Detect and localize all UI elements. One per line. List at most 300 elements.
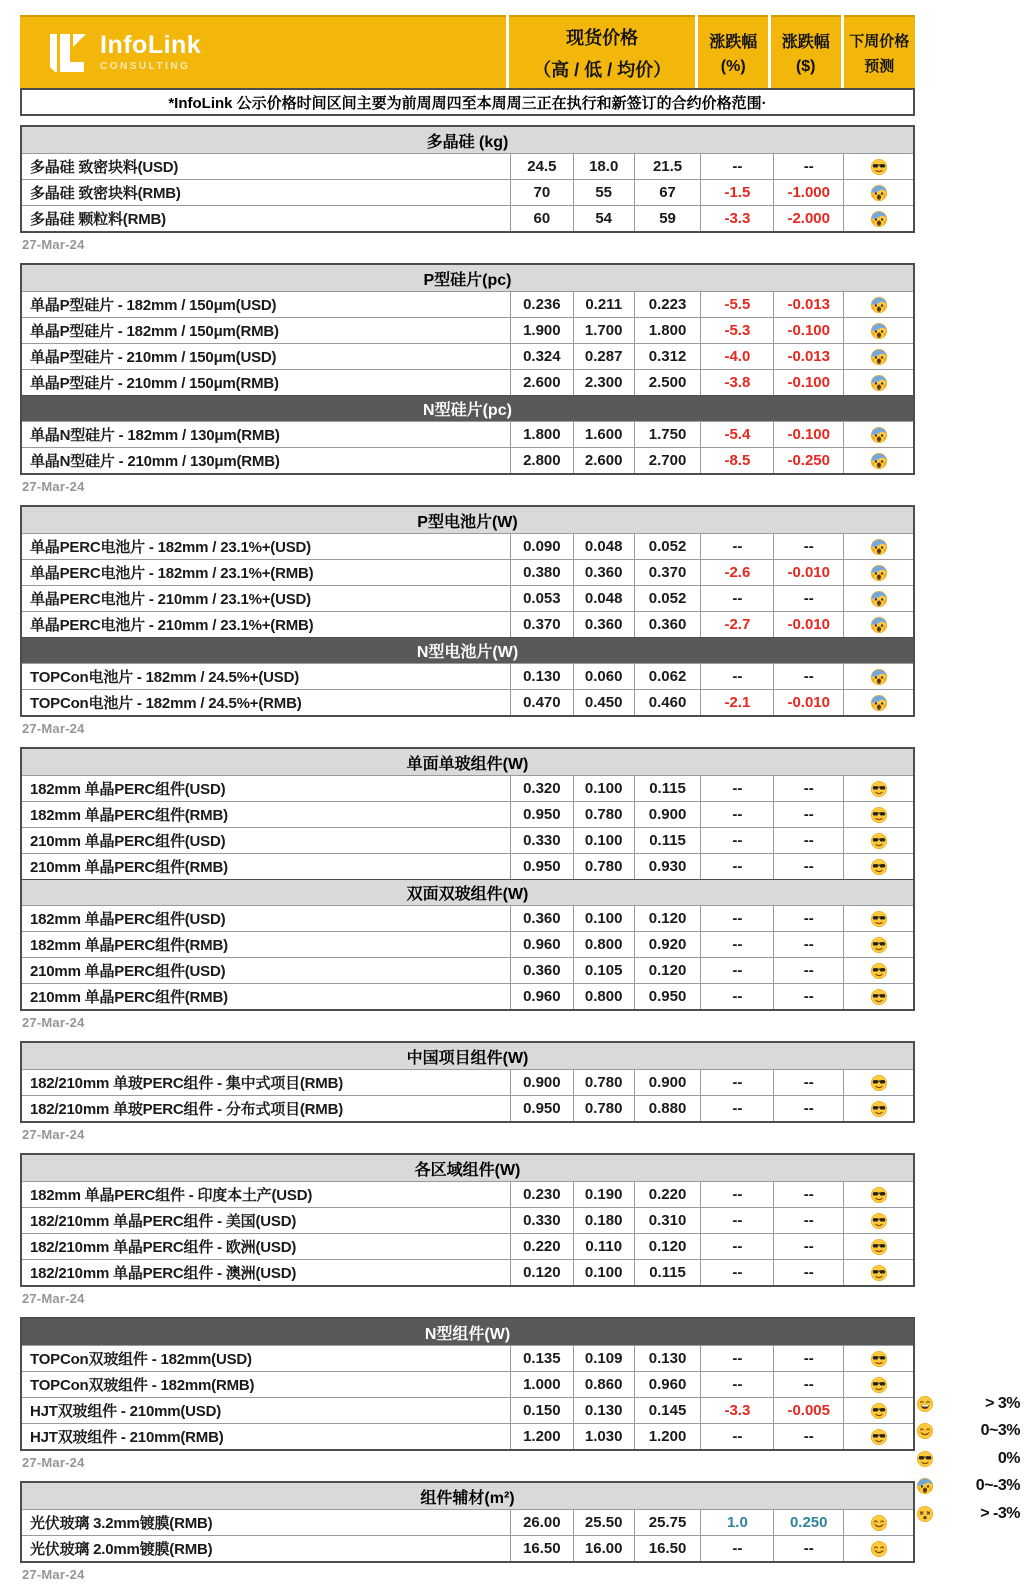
change-pct: -- — [700, 1208, 773, 1233]
price-high: 0.236 — [510, 292, 573, 317]
forecast-emoji — [843, 318, 913, 343]
price-high: 16.50 — [510, 1536, 573, 1561]
price-block — [20, 505, 915, 737]
price-avg: 59 — [634, 206, 701, 231]
change-usd: -- — [773, 1182, 843, 1207]
row-label: TOPCon双玻组件 - 182mm(RMB) — [30, 1377, 255, 1394]
section-header: 单面单玻组件(W) — [22, 749, 913, 775]
price-high: 0.380 — [510, 560, 573, 585]
sunglasses-emoji-icon — [870, 1212, 888, 1230]
forecast-emoji — [843, 776, 913, 801]
price-avg: 0.062 — [634, 664, 701, 689]
price-low: 0.110 — [573, 1234, 634, 1259]
forecast-emoji — [843, 206, 913, 231]
table-row — [22, 533, 913, 559]
row-label: 182mm 单晶PERC组件(USD) — [30, 911, 226, 928]
row-label: 单晶P型硅片 - 182mm / 150μm(RMB) — [30, 323, 279, 340]
section-header: N型电池片(W) — [22, 637, 913, 663]
price-block-table — [20, 505, 915, 717]
price-avg: 0.115 — [634, 1260, 701, 1285]
price-low: 54 — [573, 206, 634, 231]
change-usd: -- — [773, 802, 843, 827]
row-label: 光伏玻璃 3.2mm镀膜(RMB) — [30, 1515, 213, 1532]
change-usd: -0.010 — [773, 612, 843, 637]
change-usd: -0.005 — [773, 1398, 843, 1423]
forecast-emoji — [843, 984, 913, 1009]
change-pct: -4.0 — [700, 344, 773, 369]
price-avg: 0.880 — [634, 1096, 701, 1121]
change-pct: -2.1 — [700, 690, 773, 715]
col-header-forecast — [844, 15, 916, 88]
date-label: 27-Mar-24 — [22, 1291, 85, 1306]
row-label: HJT双玻组件 - 210mm(USD) — [30, 1403, 222, 1420]
row-label: TOPCon双玻组件 - 182mm(USD) — [30, 1351, 252, 1368]
price-avg: 1.800 — [634, 318, 701, 343]
change-usd: -- — [773, 1096, 843, 1121]
date-label: 27-Mar-24 — [22, 1567, 85, 1582]
price-avg: 2.500 — [634, 370, 701, 395]
row-label: 182/210mm 单玻PERC组件 - 分布式项目(RMB) — [30, 1101, 344, 1118]
change-usd: -- — [773, 854, 843, 879]
change-pct: -3.3 — [700, 206, 773, 231]
section-header: N型硅片(pc) — [22, 395, 913, 421]
change-pct: -5.3 — [700, 318, 773, 343]
sunglasses-emoji-icon — [870, 1350, 888, 1368]
scream-emoji-icon — [870, 590, 888, 608]
price-high: 0.120 — [510, 1260, 573, 1285]
scream-emoji-icon — [870, 694, 888, 712]
table-row — [22, 663, 913, 689]
legend-label: 0~-3% — [975, 1477, 1020, 1495]
change-usd-line1: 涨跌幅 — [781, 34, 830, 51]
change-pct: -2.6 — [700, 560, 773, 585]
scream-emoji-icon — [870, 210, 888, 228]
price-block — [20, 1041, 915, 1143]
price-avg: 0.223 — [634, 292, 701, 317]
price-high: 2.600 — [510, 370, 573, 395]
change-usd: -- — [773, 586, 843, 611]
table-row — [22, 447, 913, 473]
price-block-table — [20, 1481, 915, 1563]
date-label: 27-Mar-24 — [22, 237, 85, 252]
smile-emoji-icon — [916, 1422, 934, 1440]
table-row — [22, 1069, 913, 1095]
forecast-line2: 预测 — [864, 57, 895, 75]
change-pct: -- — [700, 802, 773, 827]
change-usd: -- — [773, 1372, 843, 1397]
forecast-emoji — [843, 1070, 913, 1095]
price-low: 0.109 — [573, 1346, 634, 1371]
price-avg: 0.460 — [634, 690, 701, 715]
price-avg: 0.130 — [634, 1346, 701, 1371]
price-low: 0.800 — [573, 984, 634, 1009]
change-pct: -- — [700, 1070, 773, 1095]
legend-row — [916, 1418, 1020, 1446]
price-block — [20, 1317, 915, 1471]
change-pct: -- — [700, 1536, 773, 1561]
section-header: 中国项目组件(W) — [22, 1043, 913, 1069]
logo-title: InfoLink — [100, 31, 202, 59]
change-pct: -3.8 — [700, 370, 773, 395]
row-label: 单晶PERC电池片 - 210mm / 23.1%+(RMB) — [30, 617, 314, 634]
price-avg: 0.900 — [634, 1070, 701, 1095]
row-label: 多晶硅 致密块料(USD) — [30, 159, 179, 176]
forecast-emoji — [843, 154, 913, 179]
price-high: 0.950 — [510, 1096, 573, 1121]
change-pct: -- — [700, 1234, 773, 1259]
price-high: 0.053 — [510, 586, 573, 611]
scream-emoji-icon — [870, 322, 888, 340]
row-label: 210mm 单晶PERC组件(RMB) — [30, 859, 228, 876]
price-low: 0.130 — [573, 1398, 634, 1423]
price-low: 55 — [573, 180, 634, 205]
smile-emoji-icon — [870, 1540, 888, 1558]
scream-emoji-icon — [870, 564, 888, 582]
row-label: 210mm 单晶PERC组件(RMB) — [30, 989, 228, 1006]
change-usd: -- — [773, 984, 843, 1009]
price-low: 0.780 — [573, 1070, 634, 1095]
price-low: 0.100 — [573, 906, 634, 931]
legend-row — [916, 1500, 1020, 1528]
section-header: 多晶硅 (kg) — [22, 127, 913, 153]
price-avg: 0.115 — [634, 828, 701, 853]
table-row — [22, 905, 913, 931]
price-low: 1.700 — [573, 318, 634, 343]
change-usd: 0.250 — [773, 1510, 843, 1535]
table-row — [22, 853, 913, 879]
price-low: 0.780 — [573, 854, 634, 879]
change-usd: -- — [773, 1536, 843, 1561]
change-usd: -- — [773, 1260, 843, 1285]
forecast-emoji — [843, 932, 913, 957]
table-row — [22, 1509, 913, 1535]
change-usd: -- — [773, 776, 843, 801]
price-low: 0.100 — [573, 1260, 634, 1285]
date-label: 27-Mar-24 — [22, 1015, 85, 1030]
table-row — [22, 1207, 913, 1233]
table-row — [22, 421, 913, 447]
forecast-emoji — [843, 292, 913, 317]
forecast-emoji — [843, 690, 913, 715]
price-high: 0.960 — [510, 932, 573, 957]
price-low: 18.0 — [573, 154, 634, 179]
row-label: 182mm 单晶PERC组件(USD) — [30, 781, 226, 798]
price-avg: 1.750 — [634, 422, 701, 447]
date-label: 27-Mar-24 — [22, 1127, 85, 1142]
row-label: 182mm 单晶PERC组件(RMB) — [30, 937, 228, 954]
forecast-emoji — [843, 958, 913, 983]
change-usd: -- — [773, 1208, 843, 1233]
price-high: 0.330 — [510, 1208, 573, 1233]
change-pct: -- — [700, 932, 773, 957]
row-label: 单晶PERC电池片 - 210mm / 23.1%+(USD) — [30, 591, 311, 608]
price-avg: 16.50 — [634, 1536, 701, 1561]
price-low: 2.600 — [573, 448, 634, 473]
scream-emoji-icon — [870, 348, 888, 366]
table-row — [22, 317, 913, 343]
forecast-emoji — [843, 664, 913, 689]
change-usd: -- — [773, 534, 843, 559]
sunglasses-emoji-icon — [870, 858, 888, 876]
change-pct: -- — [700, 1096, 773, 1121]
forecast-emoji — [843, 1182, 913, 1207]
scream-emoji-icon — [870, 426, 888, 444]
sunglasses-emoji-icon — [870, 1074, 888, 1092]
price-high: 26.00 — [510, 1510, 573, 1535]
price-low: 0.190 — [573, 1182, 634, 1207]
price-high: 0.324 — [510, 344, 573, 369]
smile-emoji-icon — [870, 1514, 888, 1532]
row-label: 182mm 单晶PERC组件(RMB) — [30, 807, 228, 824]
infolink-logo — [20, 15, 506, 88]
row-label: 210mm 单晶PERC组件(USD) — [30, 963, 226, 980]
price-high: 0.150 — [510, 1398, 573, 1423]
table-row — [22, 585, 913, 611]
forecast-emoji — [843, 422, 913, 447]
price-high: 60 — [510, 206, 573, 231]
table-row — [22, 931, 913, 957]
price-note: *InfoLink 公示价格时间区间主要为前周周四至本周周三正在执行和新签订的合约价格范围· — [20, 88, 915, 116]
row-label: 单晶N型硅片 - 210mm / 130μm(RMB) — [30, 453, 280, 470]
change-usd: -- — [773, 664, 843, 689]
price-low: 1.600 — [573, 422, 634, 447]
forecast-emoji — [843, 1398, 913, 1423]
price-high: 0.330 — [510, 828, 573, 853]
forecast-emoji — [843, 1424, 913, 1449]
change-usd: -0.100 — [773, 370, 843, 395]
sunglasses-emoji-icon — [870, 1238, 888, 1256]
section-header: N型组件(W) — [22, 1319, 913, 1345]
sunglasses-emoji-icon — [870, 1100, 888, 1118]
row-label: 182/210mm 单晶PERC组件 - 欧洲(USD) — [30, 1239, 297, 1256]
price-avg: 0.370 — [634, 560, 701, 585]
price-low: 0.048 — [573, 586, 634, 611]
dizzy-emoji-icon — [916, 1505, 934, 1523]
price-low: 25.50 — [573, 1510, 634, 1535]
change-usd: -- — [773, 828, 843, 853]
change-pct: 1.0 — [700, 1510, 773, 1535]
row-label: 182/210mm 单晶PERC组件 - 澳洲(USD) — [30, 1265, 297, 1282]
forecast-emoji — [843, 1208, 913, 1233]
sunglasses-emoji-icon — [870, 910, 888, 928]
change-usd: -1.000 — [773, 180, 843, 205]
price-block-table — [20, 1153, 915, 1287]
price-low: 0.100 — [573, 776, 634, 801]
table-row — [22, 1535, 913, 1561]
price-block-table — [20, 263, 915, 475]
scream-emoji-icon — [870, 452, 888, 470]
price-low: 0.287 — [573, 344, 634, 369]
price-high: 1.000 — [510, 1372, 573, 1397]
price-block — [20, 1481, 915, 1583]
section-header: P型电池片(W) — [22, 507, 913, 533]
table-row — [22, 179, 913, 205]
forecast-emoji — [843, 586, 913, 611]
forecast-emoji — [843, 1260, 913, 1285]
table-row — [22, 559, 913, 585]
price-high: 70 — [510, 180, 573, 205]
change-pct: -- — [700, 776, 773, 801]
price-block — [20, 747, 915, 1031]
change-pct: -3.3 — [700, 1398, 773, 1423]
table-row — [22, 611, 913, 637]
sunglasses-emoji-icon — [870, 1186, 888, 1204]
price-low: 0.060 — [573, 664, 634, 689]
row-label: 182mm 单晶PERC组件 - 印度本土产(USD) — [30, 1187, 313, 1204]
scream-emoji-icon — [870, 616, 888, 634]
price-avg: 2.700 — [634, 448, 701, 473]
change-pct: -5.4 — [700, 422, 773, 447]
price-avg: 0.930 — [634, 854, 701, 879]
row-label: 多晶硅 致密块料(RMB) — [30, 185, 181, 202]
scream-emoji-icon — [870, 538, 888, 556]
change-pct: -5.5 — [700, 292, 773, 317]
table-row — [22, 957, 913, 983]
forecast-emoji — [843, 180, 913, 205]
price-high: 0.470 — [510, 690, 573, 715]
forecast-line1: 下周价格 — [849, 32, 910, 50]
forecast-emoji — [843, 906, 913, 931]
table-row — [22, 153, 913, 179]
table-row — [22, 1181, 913, 1207]
change-pct: -- — [700, 984, 773, 1009]
price-high: 0.360 — [510, 906, 573, 931]
scream-emoji-icon — [870, 296, 888, 314]
sunglasses-emoji-icon — [870, 158, 888, 176]
scream-emoji-icon — [870, 184, 888, 202]
price-low: 2.300 — [573, 370, 634, 395]
change-pct: -- — [700, 1424, 773, 1449]
change-usd: -- — [773, 1234, 843, 1259]
change-usd: -2.000 — [773, 206, 843, 231]
table-row — [22, 291, 913, 317]
price-high: 0.960 — [510, 984, 573, 1009]
change-pct: -- — [700, 1260, 773, 1285]
forecast-emoji — [843, 1346, 913, 1371]
table-row — [22, 343, 913, 369]
legend-row — [916, 1390, 1020, 1418]
price-block-table — [20, 747, 915, 1011]
price-low: 1.030 — [573, 1424, 634, 1449]
legend-label: > 3% — [985, 1394, 1020, 1412]
table-row — [22, 1095, 913, 1121]
section-header: 双面双玻组件(W) — [22, 879, 913, 905]
price-block — [20, 263, 915, 495]
row-label: TOPCon电池片 - 182mm / 24.5%+(USD) — [30, 669, 300, 686]
change-usd: -0.013 — [773, 292, 843, 317]
price-avg: 0.120 — [634, 958, 701, 983]
price-high: 0.090 — [510, 534, 573, 559]
price-avg: 0.312 — [634, 344, 701, 369]
date-label: 27-Mar-24 — [22, 721, 85, 736]
change-usd: -- — [773, 906, 843, 931]
table-row — [22, 827, 913, 853]
row-label: 单晶P型硅片 - 210mm / 150μm(RMB) — [30, 375, 279, 392]
sunglasses-emoji-icon — [870, 1428, 888, 1446]
grin-emoji-icon — [916, 1395, 934, 1413]
sunglasses-emoji-icon — [870, 780, 888, 798]
table-row — [22, 801, 913, 827]
price-avg: 0.145 — [634, 1398, 701, 1423]
change-pct-line2: (%) — [720, 58, 746, 75]
price-low: 0.360 — [573, 612, 634, 637]
table-row — [22, 1233, 913, 1259]
forecast-emoji — [843, 802, 913, 827]
change-pct: -- — [700, 958, 773, 983]
price-avg: 0.960 — [634, 1372, 701, 1397]
row-label: 光伏玻璃 2.0mm镀膜(RMB) — [30, 1541, 213, 1558]
price-avg: 0.052 — [634, 534, 701, 559]
change-usd: -- — [773, 932, 843, 957]
forecast-emoji — [843, 1536, 913, 1561]
table-row — [22, 369, 913, 395]
sunglasses-emoji-icon — [870, 1264, 888, 1282]
price-high: 0.950 — [510, 802, 573, 827]
legend-label: > -3% — [980, 1504, 1020, 1522]
change-pct: -- — [700, 664, 773, 689]
price-block-table — [20, 1041, 915, 1123]
sunglasses-emoji-icon — [870, 1402, 888, 1420]
col-header-change-usd — [771, 15, 841, 88]
change-pct: -- — [700, 1346, 773, 1371]
price-sheet — [20, 15, 915, 1593]
change-usd-line2: ($) — [795, 58, 816, 75]
row-label: 单晶PERC电池片 - 182mm / 23.1%+(USD) — [30, 539, 311, 556]
forecast-emoji — [843, 828, 913, 853]
price-high: 0.130 — [510, 664, 573, 689]
table-row — [22, 983, 913, 1009]
price-low: 0.780 — [573, 802, 634, 827]
spot-price-line1: 现货价格 — [566, 27, 639, 48]
price-low: 0.100 — [573, 828, 634, 853]
sunglasses-emoji-icon — [870, 1376, 888, 1394]
change-usd: -- — [773, 1070, 843, 1095]
forecast-emoji — [843, 612, 913, 637]
table-row — [22, 1423, 913, 1449]
price-high: 0.220 — [510, 1234, 573, 1259]
legend-row — [916, 1445, 1020, 1473]
col-header-spot-price — [509, 15, 696, 88]
date-label: 27-Mar-24 — [22, 1455, 85, 1470]
price-low: 16.00 — [573, 1536, 634, 1561]
change-pct: -1.5 — [700, 180, 773, 205]
price-avg: 0.360 — [634, 612, 701, 637]
price-avg: 0.310 — [634, 1208, 701, 1233]
forecast-emoji — [843, 1234, 913, 1259]
row-label: 210mm 单晶PERC组件(USD) — [30, 833, 226, 850]
forecast-emoji — [843, 534, 913, 559]
price-high: 2.800 — [510, 448, 573, 473]
change-pct: -- — [700, 534, 773, 559]
price-low: 0.780 — [573, 1096, 634, 1121]
price-block — [20, 1153, 915, 1307]
change-pct: -- — [700, 1182, 773, 1207]
price-high: 1.200 — [510, 1424, 573, 1449]
price-low: 0.211 — [573, 292, 634, 317]
price-high: 0.900 — [510, 1070, 573, 1095]
sunglasses-emoji-icon — [870, 832, 888, 850]
logo-subtitle: CONSULTING — [100, 61, 191, 72]
section-header: 组件辅材(m²) — [22, 1483, 913, 1509]
change-usd: -0.010 — [773, 690, 843, 715]
change-usd: -0.010 — [773, 560, 843, 585]
change-pct: -- — [700, 828, 773, 853]
forecast-emoji — [843, 370, 913, 395]
change-usd: -- — [773, 1424, 843, 1449]
forecast-emoji — [843, 854, 913, 879]
price-avg: 21.5 — [634, 154, 701, 179]
row-label: TOPCon电池片 - 182mm / 24.5%+(RMB) — [30, 695, 302, 712]
